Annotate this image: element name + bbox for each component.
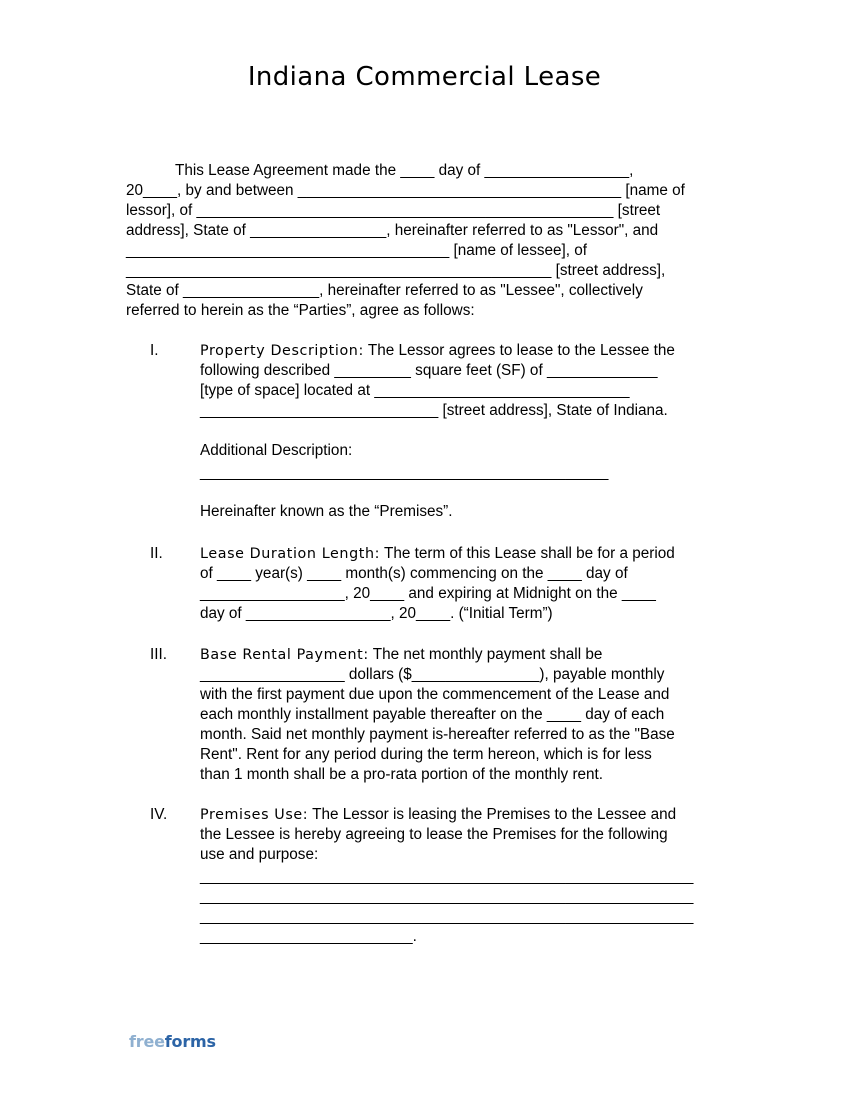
section-line: use and purpose: <box>200 846 319 863</box>
freeforms-logo: freeforms <box>129 1032 216 1051</box>
section-line: _________________________. <box>200 928 417 945</box>
section-body <box>200 645 740 785</box>
intro-line: address], State of ________________, hereinafter referred to as "Lessor", and <box>126 222 659 239</box>
section-number: II. <box>150 545 163 562</box>
section-line: __________________________________________________________ <box>200 908 694 925</box>
intro-line: lessor], of _________________________________________________ [street <box>126 202 661 219</box>
section-line: with the first payment due upon the commencement of the Lease and <box>200 686 670 703</box>
section-line: of ____ year(s) ____ month(s) commencing on the ____ day of <box>200 565 628 582</box>
section-line: __________________________________________________________ <box>200 868 694 885</box>
intro-line: __________________________________________________ [street address], <box>126 262 666 279</box>
section-number: I. <box>150 342 159 359</box>
section-line: _________________, 20____ and expiring at Midnight on the ____ <box>200 585 656 602</box>
intro-line: State of ________________, hereinafter referred to as "Lessee", collectively <box>126 282 643 299</box>
section-line: Hereinafter known as the “Premises”. <box>200 503 453 520</box>
section-line: ________________________________________________ <box>200 464 609 481</box>
section-text: The term of this Lease shall be for a period <box>380 545 675 562</box>
intro-line: referred to herein as the “Parties”, agree as follows: <box>126 302 475 319</box>
section-heading: Property Description: <box>200 343 364 359</box>
section-number: IV. <box>150 806 168 823</box>
section-line: _________________ dollars ($_______________), payable monthly <box>200 666 665 683</box>
intro-line: ______________________________________ [name of lessee], of <box>126 242 588 259</box>
section-body <box>200 544 740 624</box>
section-line: Rent". Rent for any period during the term hereon, which is for less <box>200 746 652 763</box>
section-line: __________________________________________________________ <box>200 888 694 905</box>
section-number: III. <box>150 646 167 663</box>
section-line: than 1 month shall be a pro-rata portion of the monthly rent. <box>200 766 604 783</box>
section-line: Additional Description: <box>200 442 353 459</box>
section-heading: Lease Duration Length: <box>200 546 381 562</box>
section-line: the Lessee is hereby agreeing to lease the Premises for the following <box>200 826 668 843</box>
section-line: each monthly installment payable thereafter on the ____ day of each <box>200 706 665 723</box>
intro-line: 20____, by and between ______________________________________ [name of <box>126 182 685 199</box>
section-text: The net monthly payment shall be <box>368 646 603 663</box>
section-line: ____________________________ [street address], State of Indiana. <box>200 402 668 419</box>
section-line: following described _________ square feet (SF) of _____________ <box>200 362 658 379</box>
section-line: month. Said net monthly payment is-hereafter referred to as the "Base <box>200 726 675 743</box>
section-text: The Lessor agrees to lease to the Lessee the <box>363 342 675 359</box>
section-body <box>200 805 740 947</box>
section-heading: Base Rental Payment: <box>200 647 369 663</box>
intro-line: This Lease Agreement made the ____ day of _________________, <box>175 162 634 179</box>
document-title: Indiana Commercial Lease <box>247 62 602 92</box>
section-heading: Premises Use: <box>200 807 309 823</box>
section-body <box>200 341 740 522</box>
section-line: day of _________________, 20____. (“Initial Term”) <box>200 605 553 622</box>
section-line: [type of space] located at ______________________________ <box>200 382 630 399</box>
intro-paragraph <box>126 161 732 321</box>
section-text: The Lessor is leasing the Premises to the Lessee and <box>308 806 677 823</box>
